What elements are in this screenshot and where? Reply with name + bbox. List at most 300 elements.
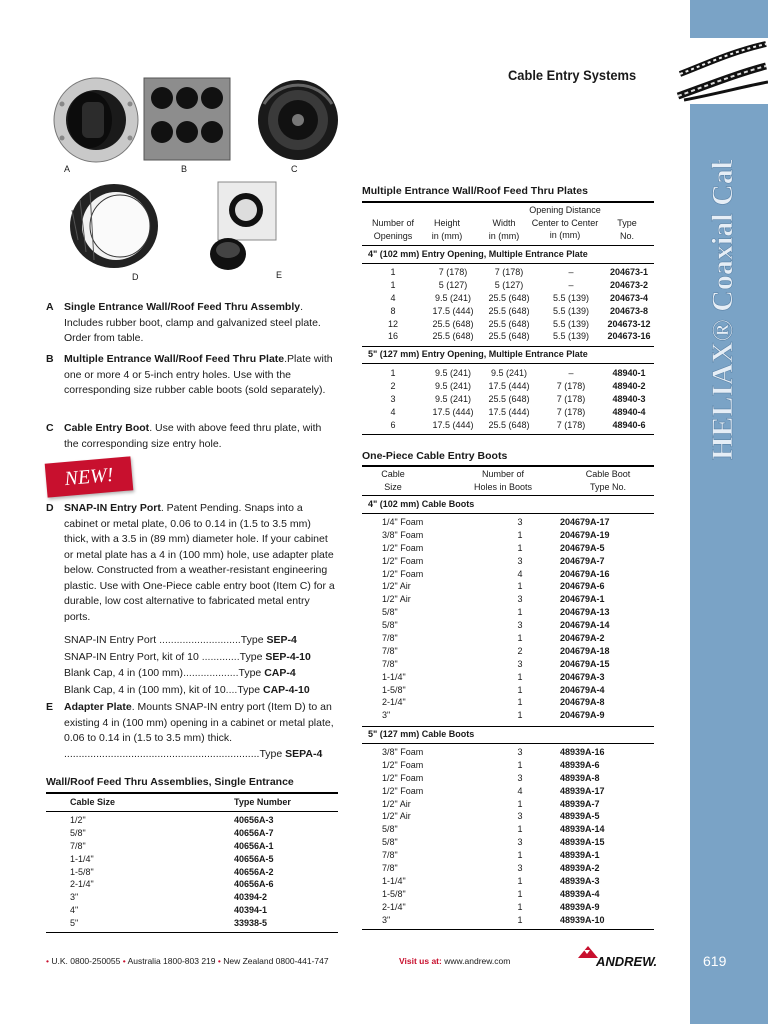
header-line: Openings	[373, 230, 413, 241]
row-indent	[362, 798, 382, 811]
table-cell: 5/8"	[70, 827, 86, 838]
table-cell: 48939A-7	[560, 798, 600, 809]
table-cell: 5.5 (139)	[552, 292, 590, 303]
table-row	[362, 914, 654, 927]
table-cell: 3"	[382, 914, 391, 925]
table-cell: 25.5 (648)	[488, 318, 530, 329]
table-cell: 17.5 (444)	[432, 419, 474, 430]
table-cell: 5.5 (139)	[552, 305, 590, 316]
table-cell: 48940-2	[612, 380, 646, 391]
table-cell: 17.5 (444)	[488, 406, 530, 417]
table-cell: 204673-8	[609, 305, 649, 316]
table-row	[362, 266, 654, 279]
table-cell: 3	[517, 620, 523, 631]
boots-subhead-5in: 5" (127 mm) Cable Boots	[368, 729, 475, 739]
boots-table-5in	[362, 746, 654, 926]
row-indent	[362, 810, 382, 823]
table-cell: 3	[517, 811, 523, 822]
table-cell: 1/2" Foam	[382, 555, 424, 566]
table-cell: 9.5 (241)	[490, 368, 528, 378]
description-b	[46, 352, 338, 399]
table-cell: 204679A-5	[560, 542, 605, 553]
product-photo-e	[206, 180, 280, 272]
table-row	[362, 568, 654, 581]
table-cell: 204673-2	[609, 279, 649, 290]
multiple-subhead-5in: 5" (127 mm) Entry Opening, Multiple Entrance Plate	[368, 349, 588, 359]
row-indent	[362, 759, 382, 772]
table-cell: 204679A-13	[560, 607, 610, 618]
table-row	[362, 671, 654, 684]
table-cell: 1/2" Air	[382, 581, 411, 592]
order-item-dots: .............	[201, 650, 240, 663]
table-cell: 48939A-14	[560, 824, 605, 835]
table-cell: 204679A-6	[560, 581, 605, 592]
table-cell: 25.5 (648)	[432, 331, 474, 342]
adapter-order-type: SEPA-4	[285, 747, 323, 760]
multiple-table-5in	[362, 367, 654, 431]
table-cell: 1	[517, 529, 523, 540]
table-rule	[362, 245, 654, 246]
description-text: . Mounts SNAP-IN entry port (Item D) to an existing 4 in (100 mm) opening in a cabinet or metal plate, 0.06 to 0.14 in (1.5 to 3.5 mm) thick.	[64, 701, 334, 744]
wall-roof-table	[70, 814, 330, 930]
table-cell: 48939A-3	[560, 875, 600, 886]
wall-roof-title: Wall/Roof Feed Thru Assemblies, Single Entrance	[46, 776, 294, 788]
row-indent	[362, 888, 382, 901]
table-row	[362, 516, 654, 529]
table-cell: 25.5 (648)	[488, 419, 530, 430]
table-row	[362, 292, 654, 305]
table-row	[362, 606, 654, 619]
table-cell: 204679A-9	[560, 710, 605, 721]
table-cell: 7/8"	[382, 645, 398, 656]
table-cell: 9.5 (241)	[434, 380, 472, 391]
table-cell: 7 (178)	[556, 393, 586, 404]
boots-subhead-4in: 4" (102 mm) Cable Boots	[368, 499, 475, 509]
description-a	[46, 300, 338, 347]
visit-label: Visit us at:	[399, 956, 442, 966]
row-indent	[362, 671, 382, 684]
table-cell: 1	[517, 888, 523, 899]
table-cell: 4"	[70, 905, 79, 916]
table-row	[362, 393, 654, 406]
table-row	[362, 367, 654, 380]
table-cell: 1/2" Air	[382, 594, 411, 605]
table-cell: 48939A-16	[560, 747, 605, 757]
row-indent	[362, 849, 382, 862]
row-indent	[362, 542, 382, 555]
table-row	[70, 904, 330, 917]
table-row	[362, 305, 654, 318]
table-cell: 1/2" Air	[382, 798, 411, 809]
order-item-dots: ....	[225, 683, 238, 696]
table-cell: 5 (127)	[494, 279, 524, 290]
table-cell: 1/2" Foam	[382, 785, 424, 796]
order-item-type: SEP-4	[266, 634, 297, 646]
header-line: Type No.	[589, 481, 627, 492]
table-cell: 204679A-16	[560, 568, 610, 579]
table-cell: 1	[517, 607, 523, 618]
row-indent	[362, 772, 382, 785]
header-line: Holes in Boots	[473, 481, 533, 492]
table-cell: 25.5 (648)	[432, 318, 474, 329]
table-cell: 3	[517, 772, 523, 783]
table-cell: 1	[517, 633, 523, 644]
table-cell: 204679A-2	[560, 633, 605, 644]
table-rule	[46, 792, 338, 794]
order-item-type: CAP-4-10	[263, 683, 310, 696]
table-cell: 7 (178)	[556, 419, 586, 430]
table-cell: 40656A-6	[234, 879, 274, 890]
table-cell: 2-1/4"	[382, 697, 406, 708]
table-cell: –	[568, 368, 574, 378]
table-cell: 8	[390, 305, 396, 316]
table-cell: 40656A-7	[234, 827, 274, 838]
table-cell: 40656A-3	[234, 815, 274, 825]
table-cell: 3"	[70, 892, 79, 903]
table-row	[362, 862, 654, 875]
row-indent	[362, 580, 382, 593]
table-cell: 204679A-14	[560, 620, 610, 631]
table-cell: 3	[390, 393, 396, 404]
andrew-logo-text: ANDREW.	[596, 954, 658, 969]
table-cell: –	[568, 279, 574, 290]
table-cell: 204673-12	[607, 318, 651, 329]
description-d	[46, 501, 338, 625]
table-rule	[362, 495, 654, 496]
page-number: 619	[703, 953, 727, 969]
table-row	[362, 580, 654, 593]
table-cell: 5 (127)	[438, 279, 468, 290]
table-cell: 2-1/4"	[70, 879, 94, 890]
table-row	[362, 380, 654, 393]
table-cell: 1/2" Foam	[382, 772, 424, 783]
order-item-type: SEP-4-10	[265, 650, 311, 663]
row-indent	[362, 645, 382, 658]
table-cell: 1	[517, 824, 523, 835]
header-line: No.	[619, 230, 634, 241]
side-title-text: HELIAX® Coaxial Cables	[706, 160, 739, 460]
wall-roof-header-size: Cable Size	[70, 797, 116, 807]
row-indent	[362, 658, 382, 671]
row-indent	[362, 555, 382, 568]
contact-new-zealand: New Zealand 0800-441-747	[223, 956, 329, 966]
table-row	[70, 891, 330, 904]
photo-label-a: A	[64, 164, 71, 174]
table-cell: 40656A-1	[234, 840, 274, 851]
table-row	[362, 406, 654, 419]
table-row	[362, 593, 654, 606]
table-cell: 9.5 (241)	[434, 393, 472, 404]
table-row	[362, 658, 654, 671]
row-indent	[362, 823, 382, 836]
description-letter: D	[46, 502, 54, 514]
header-line: Opening Distance	[529, 205, 601, 215]
table-rule	[362, 346, 654, 347]
product-photo-a	[46, 74, 140, 164]
description-heading: SNAP-IN Entry Port	[64, 502, 161, 514]
table-cell: 48939A-1	[560, 850, 600, 861]
table-cell: 1	[517, 581, 523, 592]
table-cell: 2	[517, 645, 523, 656]
header-line: Type	[617, 218, 637, 228]
table-cell: 48939A-10	[560, 914, 605, 925]
row-indent	[362, 709, 382, 722]
photo-label-d: D	[132, 272, 139, 282]
row-indent	[362, 619, 382, 632]
boots-header-holes	[466, 468, 540, 493]
table-cell: 1	[517, 671, 523, 682]
table-cell: 40656A-5	[234, 853, 274, 864]
contact-australia: Australia 1800-803 219	[127, 956, 216, 966]
table-cell: 5/8"	[382, 837, 398, 848]
table-cell: 12	[387, 318, 398, 329]
table-cell: 3/8" Foam	[382, 747, 424, 757]
multiple-header-openings	[362, 217, 424, 242]
photo-label-b: B	[181, 164, 188, 174]
table-cell: 1	[390, 279, 396, 290]
table-cell: 7 (178)	[556, 406, 586, 417]
table-cell: 1	[517, 914, 523, 925]
table-cell: 48939A-5	[560, 811, 600, 822]
table-cell: 3	[517, 555, 523, 566]
row-indent	[362, 516, 382, 529]
table-cell: 1-1/4"	[382, 875, 406, 886]
table-cell: 3"	[382, 710, 391, 721]
header-line: in (mm)	[431, 230, 463, 241]
table-cell: 4	[390, 406, 396, 417]
table-rule	[362, 434, 654, 435]
table-cell: 33938-5	[234, 918, 268, 929]
table-cell: 3/8" Foam	[382, 529, 424, 540]
website-link[interactable]: www.andrew.com	[444, 956, 511, 966]
bullet-icon: •	[217, 956, 224, 966]
table-cell: 25.5 (648)	[488, 292, 530, 303]
table-cell: 17.5 (444)	[432, 305, 474, 316]
table-row	[362, 529, 654, 542]
bullet-icon: •	[46, 956, 49, 966]
row-indent	[362, 914, 382, 927]
table-rule	[362, 513, 654, 514]
table-cell: 1	[390, 267, 396, 277]
multiple-subhead-4in: 4" (102 mm) Entry Opening, Multiple Entrance Plate	[368, 249, 588, 259]
side-strip	[690, 0, 768, 1024]
table-cell: 204679A-17	[560, 517, 610, 527]
product-photo-d	[62, 180, 162, 272]
row-indent	[362, 568, 382, 581]
multiple-header-distance	[524, 204, 606, 242]
description-heading: Multiple Entrance Wall/Roof Feed Thru Plate	[64, 353, 285, 365]
table-cell: 204673-4	[609, 292, 649, 303]
table-row	[362, 318, 654, 331]
order-item-type-label: Type	[238, 667, 265, 679]
order-item-type-label: Type	[237, 683, 264, 696]
table-cell: 7/8"	[382, 633, 398, 644]
table-row	[362, 901, 654, 914]
order-item-type: CAP-4	[264, 667, 296, 679]
table-cell: 5/8"	[382, 824, 398, 835]
table-row	[362, 330, 654, 343]
table-cell: 3	[517, 837, 523, 848]
description-letter: E	[46, 701, 54, 713]
table-cell: 1	[517, 710, 523, 721]
table-rule	[362, 929, 654, 930]
table-cell: 3	[517, 517, 523, 527]
header-line: Number of	[481, 469, 525, 479]
wall-roof-header-type: Type Number	[234, 797, 291, 807]
table-rule	[362, 465, 654, 467]
row-indent	[362, 746, 382, 759]
table-row	[362, 785, 654, 798]
photo-label-c: C	[291, 164, 298, 174]
table-cell: 3	[517, 658, 523, 669]
table-cell: 5"	[70, 918, 79, 929]
table-row	[362, 823, 654, 836]
new-badge: NEW!	[45, 456, 134, 497]
description-letter: C	[46, 422, 54, 434]
table-cell: 1-5/8"	[70, 866, 94, 877]
order-item-dots: ............................	[159, 634, 241, 646]
product-photo-b	[140, 74, 234, 164]
table-rule	[362, 201, 654, 203]
adapter-order-row	[64, 747, 338, 763]
multiple-header-height	[422, 217, 472, 242]
table-cell: 3	[517, 594, 523, 605]
description-text: . Includes rubber boot, clamp and galvanized steel plate. Order from table.	[64, 301, 321, 344]
multiple-header-width	[478, 217, 530, 242]
table-row	[70, 814, 330, 827]
table-cell: 48940-1	[612, 368, 646, 378]
table-row	[362, 619, 654, 632]
table-row	[362, 684, 654, 697]
table-cell: 48940-6	[612, 419, 646, 430]
row-indent	[362, 632, 382, 645]
table-row	[362, 419, 654, 432]
table-row	[70, 878, 330, 891]
header-line: Cable	[381, 469, 405, 479]
table-cell: 25.5 (648)	[488, 393, 530, 404]
side-title	[706, 160, 740, 460]
row-indent	[362, 606, 382, 619]
table-row	[362, 759, 654, 772]
table-cell: 2-1/4"	[382, 901, 406, 912]
table-cell: 1-5/8"	[382, 888, 406, 899]
table-row	[362, 836, 654, 849]
table-cell: 48939A-2	[560, 863, 600, 874]
description-heading: Cable Entry Boot	[64, 422, 150, 434]
order-item-name: Blank Cap, 4 in (100 mm)	[64, 667, 184, 679]
table-cell: 204679A-19	[560, 529, 610, 540]
table-cell: 204673-1	[609, 267, 649, 277]
andrew-logo	[574, 944, 674, 972]
table-cell: 204679A-3	[560, 671, 605, 682]
table-cell: 204679A-18	[560, 645, 610, 656]
table-cell: 1-5/8"	[382, 684, 406, 695]
table-row	[362, 875, 654, 888]
table-cell: 3	[517, 863, 523, 874]
cable-photo	[676, 38, 768, 104]
table-cell: 5/8"	[382, 607, 398, 618]
table-row	[362, 810, 654, 823]
table-cell: 6	[390, 419, 396, 430]
table-row	[362, 798, 654, 811]
header-line: in (mm)	[488, 230, 520, 241]
table-cell: 9.5 (241)	[434, 292, 472, 303]
table-cell: 48939A-17	[560, 785, 605, 796]
table-cell: 48939A-9	[560, 901, 600, 912]
table-cell: 1/4" Foam	[382, 517, 424, 527]
description-e	[46, 700, 338, 762]
table-cell: 1	[390, 368, 396, 378]
table-cell: 5/8"	[382, 620, 398, 631]
table-rule	[46, 932, 338, 933]
table-cell: 1/2" Foam	[382, 568, 424, 579]
table-row	[70, 827, 330, 840]
boots-table-4in	[362, 516, 654, 722]
boots-title: One-Piece Cable Entry Boots	[362, 450, 508, 462]
order-item-dots: ...................	[183, 667, 239, 679]
description-text: . Patent Pending. Snaps into a cabinet or metal plate, 0.06 to 0.14 in (1.5 to 3.5 mm) thick, with a 3.5 in (89 mm) diameter hole. If your cabinet or metal plate has a 4 in (100 mm) hole, use adapter plate below. Constructed from a weather-resistant engineering plastic. Use with One-Piece cable entry boot (Item C) for a durable, low cost alternative to fabricated metal entry ports.	[64, 502, 335, 623]
table-cell: 204673-16	[607, 331, 651, 342]
table-cell: 1	[517, 759, 523, 770]
table-cell: 9.5 (241)	[434, 368, 472, 378]
table-cell: 25.5 (648)	[488, 331, 530, 342]
table-cell: 1	[517, 542, 523, 553]
table-row	[70, 840, 330, 853]
row-indent	[362, 529, 382, 542]
order-list	[64, 632, 334, 698]
table-cell: –	[568, 267, 574, 277]
header-line: Size	[384, 481, 402, 492]
table-cell: 40394-1	[234, 905, 268, 916]
table-cell: 5.5 (139)	[552, 318, 590, 329]
order-item-name: SNAP-IN Entry Port	[64, 634, 160, 646]
order-item-type-label: Type	[240, 634, 267, 646]
page-title: Cable Entry Systems	[508, 67, 637, 83]
table-cell: 204679A-15	[560, 658, 610, 669]
header-line: in (mm)	[549, 230, 581, 240]
header-line: Height	[433, 218, 460, 228]
footer-visit	[399, 956, 510, 966]
table-cell: 4	[517, 568, 523, 579]
table-cell: 16	[387, 331, 398, 342]
table-cell: 4	[517, 785, 523, 796]
table-cell: 1	[517, 875, 523, 886]
table-cell: 25.5 (648)	[488, 305, 530, 316]
table-row	[362, 709, 654, 722]
table-rule	[362, 263, 654, 264]
table-rule	[46, 811, 338, 812]
table-cell: 48939A-4	[560, 888, 600, 899]
table-cell: 7/8"	[382, 850, 398, 861]
row-indent	[362, 696, 382, 709]
table-cell: 40656A-2	[234, 866, 274, 877]
product-photo-c	[256, 74, 340, 164]
table-row	[362, 696, 654, 709]
table-cell: 204679A-8	[560, 697, 605, 708]
table-row	[362, 632, 654, 645]
order-item-type-label: Type	[239, 650, 266, 663]
row-indent	[362, 901, 382, 914]
table-cell: 7/8"	[70, 840, 86, 851]
table-cell: 7 (178)	[556, 380, 586, 391]
order-item	[64, 665, 334, 682]
description-letter: A	[46, 301, 54, 313]
order-item	[64, 682, 334, 699]
table-row	[362, 772, 654, 785]
table-row	[70, 917, 330, 930]
header-line: Width	[492, 218, 516, 228]
table-cell: 1	[517, 901, 523, 912]
